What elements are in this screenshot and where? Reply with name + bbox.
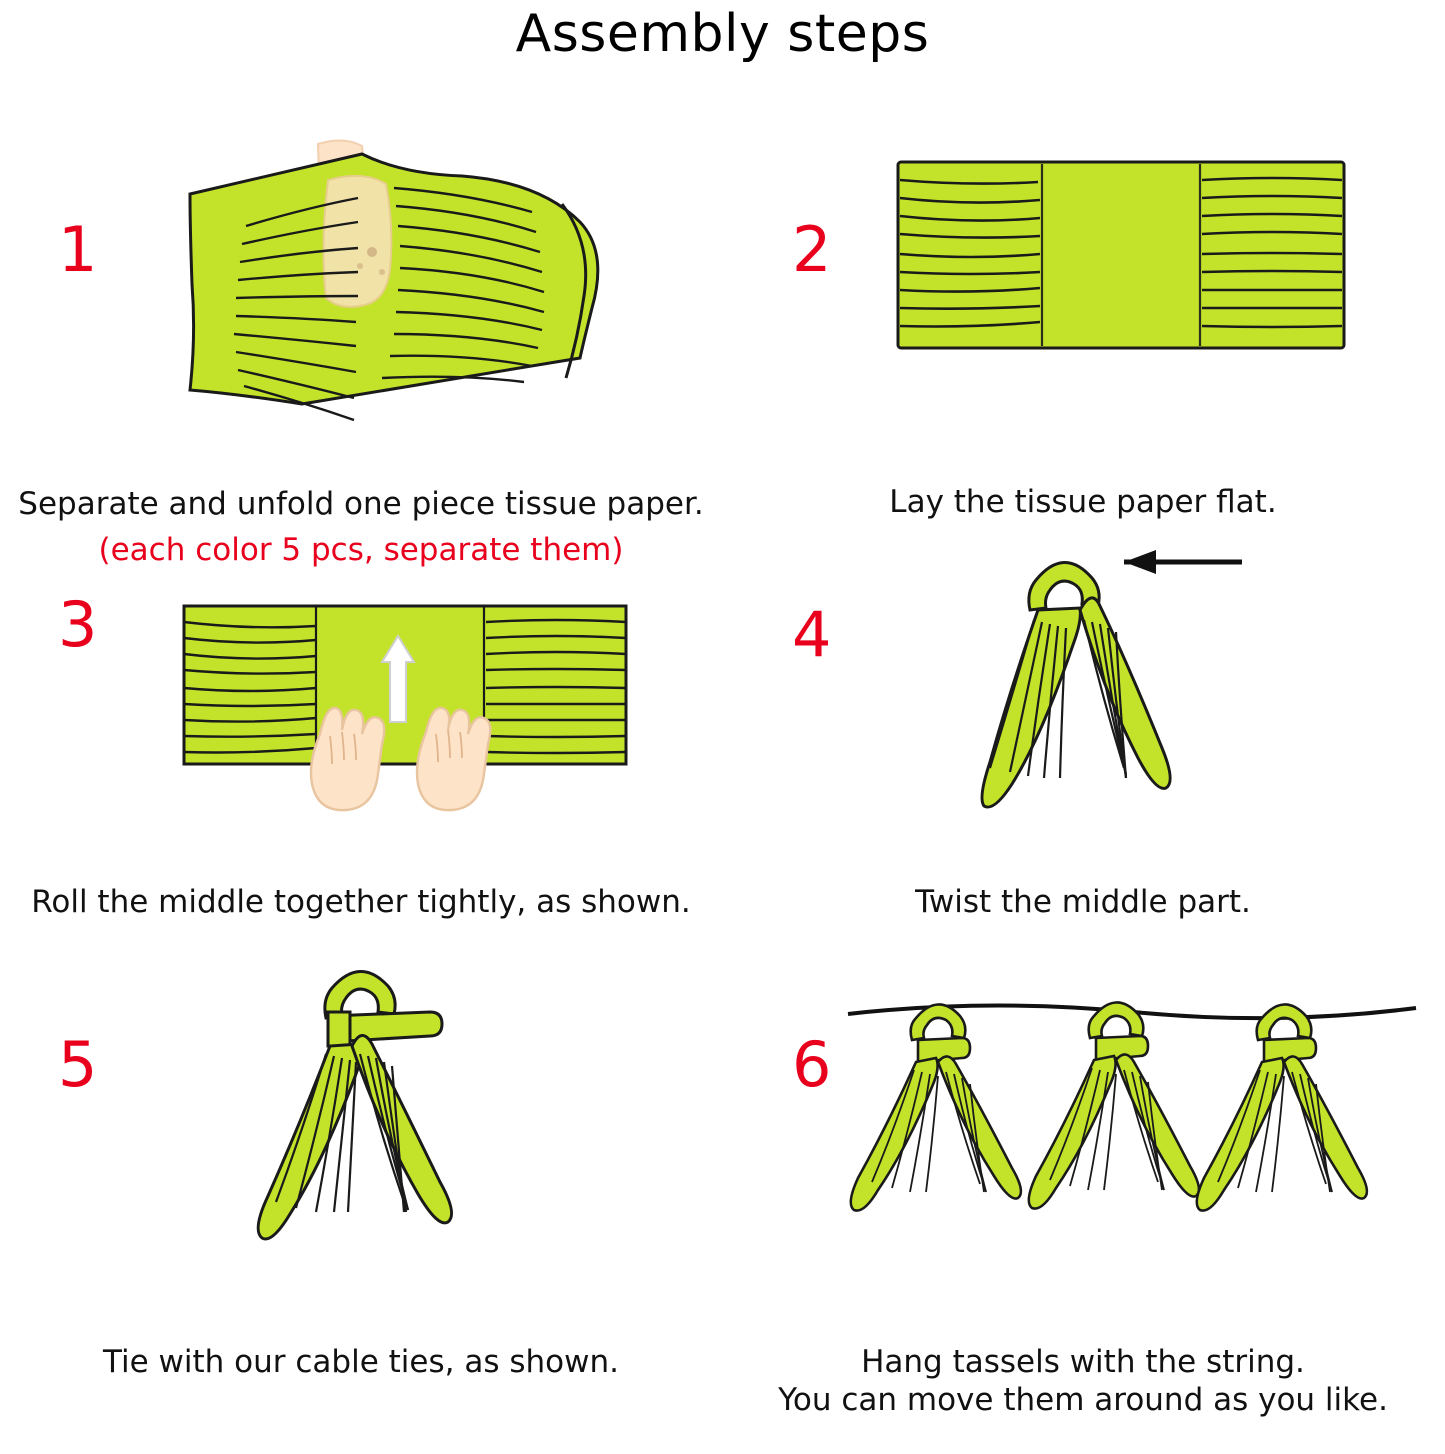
steps-row-1 bbox=[0, 64, 1445, 484]
steps-row-2 bbox=[0, 588, 1445, 884]
step-3 bbox=[0, 588, 722, 884]
step-5 bbox=[0, 954, 722, 1344]
step-6-caption-line2: You can move them around as you like. bbox=[778, 1381, 1388, 1418]
assembly-steps-diagram bbox=[0, 64, 1445, 1454]
step-1-caption: Separate and unfold one piece tissue paper. bbox=[18, 486, 704, 522]
step-5-caption-cell bbox=[0, 1344, 722, 1454]
step-6 bbox=[722, 954, 1444, 1344]
step-2-illustration bbox=[892, 154, 1352, 384]
step-1-note: (each color 5 pcs, separate them) bbox=[98, 531, 624, 568]
step-1 bbox=[0, 64, 722, 484]
step-6-caption: Hang tassels with the string. bbox=[861, 1344, 1305, 1380]
step-6-caption-cell bbox=[722, 1344, 1444, 1454]
step-5-illustration bbox=[200, 954, 600, 1314]
tassel-1 bbox=[851, 1004, 1021, 1210]
twist-point-arrow bbox=[1124, 550, 1242, 574]
step-5-caption: Tie with our cable ties, as shown. bbox=[103, 1344, 619, 1380]
step-4-caption: Twist the middle part. bbox=[915, 884, 1251, 920]
step-1-illustration bbox=[150, 134, 630, 434]
captions-row-2 bbox=[0, 884, 1445, 954]
step-5-number: 5 bbox=[58, 1028, 98, 1101]
step-2-caption: Lay the tissue paper flat. bbox=[889, 484, 1277, 520]
step-2 bbox=[722, 64, 1444, 484]
step-3-number: 3 bbox=[58, 588, 98, 661]
step-6-illustration bbox=[842, 994, 1422, 1314]
step-4-number: 4 bbox=[792, 598, 832, 671]
step-3-illustration bbox=[170, 584, 640, 864]
step-1-caption-cell bbox=[0, 484, 722, 594]
step-4 bbox=[722, 594, 1444, 884]
step-4-caption-cell bbox=[722, 884, 1444, 954]
step-2-number: 2 bbox=[792, 213, 832, 286]
step-6-number: 6 bbox=[792, 1028, 832, 1101]
page-title: Assembly steps bbox=[515, 4, 930, 64]
steps-row-3 bbox=[0, 954, 1445, 1344]
tassel-2 bbox=[1029, 1002, 1199, 1208]
captions-row-3 bbox=[0, 1344, 1445, 1454]
step-1-number: 1 bbox=[58, 213, 98, 286]
step-4-illustration bbox=[912, 524, 1332, 864]
step-3-caption: Roll the middle together tightly, as shown. bbox=[31, 884, 691, 920]
step-3-caption-cell bbox=[0, 884, 722, 954]
tassel-3 bbox=[1197, 1004, 1367, 1210]
